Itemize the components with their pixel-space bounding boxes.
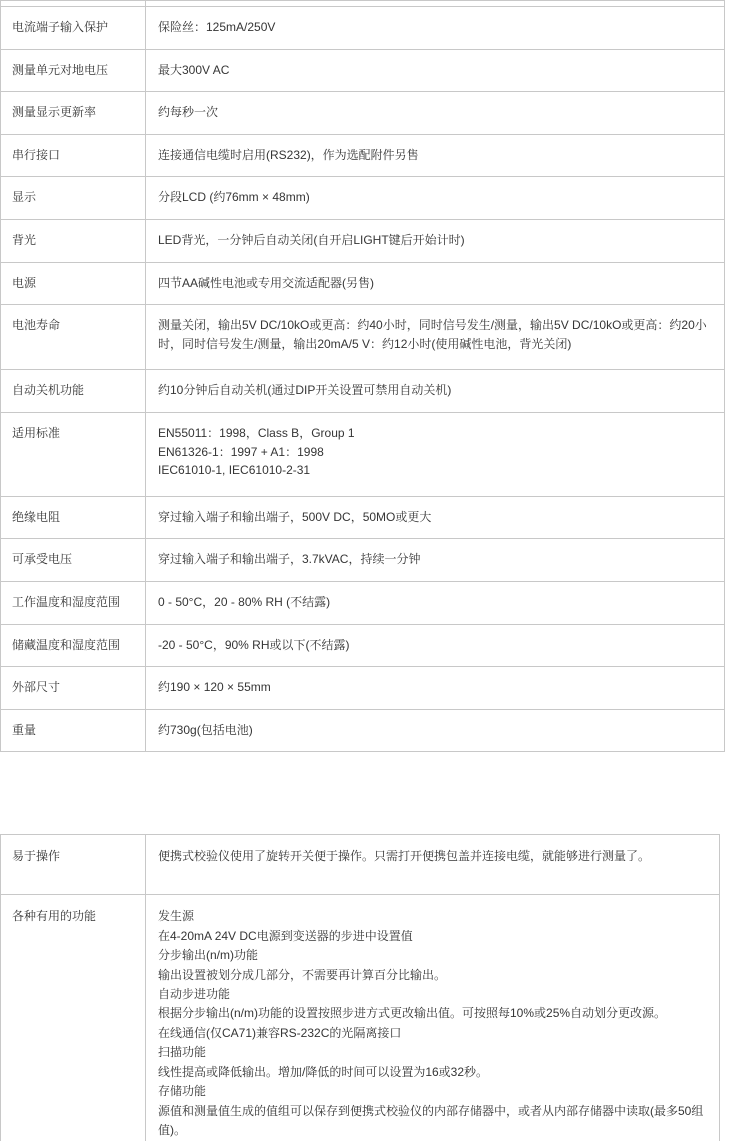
table-row (1, 624, 725, 667)
row-value (146, 370, 725, 413)
table-row (1, 412, 725, 496)
table-row (1, 539, 725, 582)
row-label: 电流端子输入保护 (1, 7, 146, 50)
value-line: 源值和测量值生成的值组可以保存到便携式校验仪的内部存储器中，或者从内部存储器中读取(最多50组值)。 (158, 1103, 704, 1138)
value-line: 测量关闭，输出5V DC/10kO或更高：约40小时，同时信号发生/测量，输出5V DC/10kO或更高：约20小时，同时信号发生/测量，输出20mA/5 V：约12小时(使用碱性电池，背光关闭) (158, 318, 707, 351)
row-label: 重量 (1, 709, 146, 752)
table-row (1, 895, 720, 1141)
value-line: 根据分步输出(n/m)功能的设置按照步进方式更改输出值。可按照每10%或25%自动划分更改源。 (158, 1006, 667, 1021)
row-value (146, 835, 720, 895)
row-value (146, 219, 725, 262)
value-line: 便携式校验仪使用了旋转开关便于操作。只需打开便携包盖并连接电缆，就能够进行测量了。 (158, 849, 651, 864)
row-value (146, 624, 725, 667)
value-line: 约730g(包括电池) (158, 722, 253, 737)
value-line: 约190 × 120 × 55mm (158, 680, 271, 695)
value-line: EN61326-1：1997 + A1：1998 (158, 444, 324, 459)
value-line: 连接通信电缆时启用(RS232)，作为选配附件另售 (158, 147, 419, 162)
table-row (1, 219, 725, 262)
value-line: 分步输出(n/m)功能 (158, 948, 258, 963)
value-line: 在线通信(仅CA71)兼容RS-232C的光隔离接口 (158, 1025, 402, 1040)
row-value (146, 134, 725, 177)
row-value (146, 7, 725, 50)
table-row (1, 177, 725, 220)
value-line: 分段LCD (约76mm × 48mm) (158, 190, 310, 205)
value-line: 发生源 (158, 909, 195, 924)
row-value (146, 496, 725, 539)
row-label: 绝缘电阻 (1, 496, 146, 539)
row-label: 自动关机功能 (1, 370, 146, 413)
table-row (1, 7, 725, 50)
value-line: IEC61010-1, IEC61010-2-31 (158, 463, 311, 478)
row-value (146, 305, 725, 370)
row-label: 适用标准 (1, 412, 146, 496)
value-line: 穿过输入端子和输出端子，500V DC，50MO或更大 (158, 509, 432, 524)
value-line: 存储功能 (158, 1084, 207, 1099)
value-line: 在4-20mA 24V DC电源到变送器的步进中设置值 (158, 928, 413, 943)
specifications-table-body (1, 1, 725, 752)
row-value (146, 92, 725, 135)
value-line: 最大300V AC (158, 62, 230, 77)
row-value (146, 412, 725, 496)
value-line: 约每秒一次 (158, 105, 219, 120)
value-line: -20 - 50°C，90% RH或以下(不结露) (158, 637, 350, 652)
row-label: 电源 (1, 262, 146, 305)
value-line: 输出设置被划分成几部分，不需要再计算百分比输出。 (158, 967, 447, 982)
row-value (146, 49, 725, 92)
row-value (146, 895, 720, 1141)
row-label: 工作温度和湿度范围 (1, 581, 146, 624)
table-row (1, 370, 725, 413)
features-table-body (1, 835, 720, 1141)
row-label: 各种有用的功能 (1, 895, 146, 1141)
value-line: 保险丝：125mA/250V (158, 20, 276, 34)
row-value (146, 177, 725, 220)
table-separator-gap (0, 752, 750, 834)
value-line: EN55011：1998，Class B，Group 1 (158, 425, 355, 440)
value-line: LED背光，一分钟后自动关闭(自开启LIGHT键后开始计时) (158, 232, 465, 247)
table-row (1, 835, 720, 895)
row-label: 外部尺寸 (1, 667, 146, 710)
row-value (146, 709, 725, 752)
row-label: 串行接口 (1, 134, 146, 177)
value-line: 四节AA碱性电池或专用交流适配器(另售) (158, 275, 375, 290)
value-line: 0 - 50°C，20 - 80% RH (不结露) (158, 594, 331, 609)
row-label: 测量单元对地电压 (1, 49, 146, 92)
row-label: 电池寿命 (1, 305, 146, 370)
value-line: 约10分钟后自动关机(通过DIP开关设置可禁用自动关机) (158, 383, 452, 398)
row-label: 背光 (1, 219, 146, 262)
row-label: 测量显示更新率 (1, 92, 146, 135)
row-value (146, 667, 725, 710)
row-label: 显示 (1, 177, 146, 220)
table-row (1, 134, 725, 177)
value-line: 线性提高或降低输出。增加/降低的时间可以设置为16或32秒。 (158, 1064, 489, 1079)
row-value (146, 262, 725, 305)
table-row (1, 667, 725, 710)
table-row (1, 262, 725, 305)
value-line: 穿过输入端子和输出端子，3.7kVAC，持续一分钟 (158, 552, 421, 567)
features-table (0, 834, 720, 1140)
table-row (1, 581, 725, 624)
table-row (1, 709, 725, 752)
row-label: 储藏温度和湿度范围 (1, 624, 146, 667)
row-label: 易于操作 (1, 835, 146, 895)
value-line: 扫描功能 (158, 1045, 207, 1060)
table-row (1, 49, 725, 92)
row-label: 可承受电压 (1, 539, 146, 582)
table-row (1, 305, 725, 370)
row-value (146, 581, 725, 624)
table-row (1, 92, 725, 135)
value-line: 自动步进功能 (158, 987, 231, 1002)
table-row (1, 496, 725, 539)
row-value (146, 539, 725, 582)
